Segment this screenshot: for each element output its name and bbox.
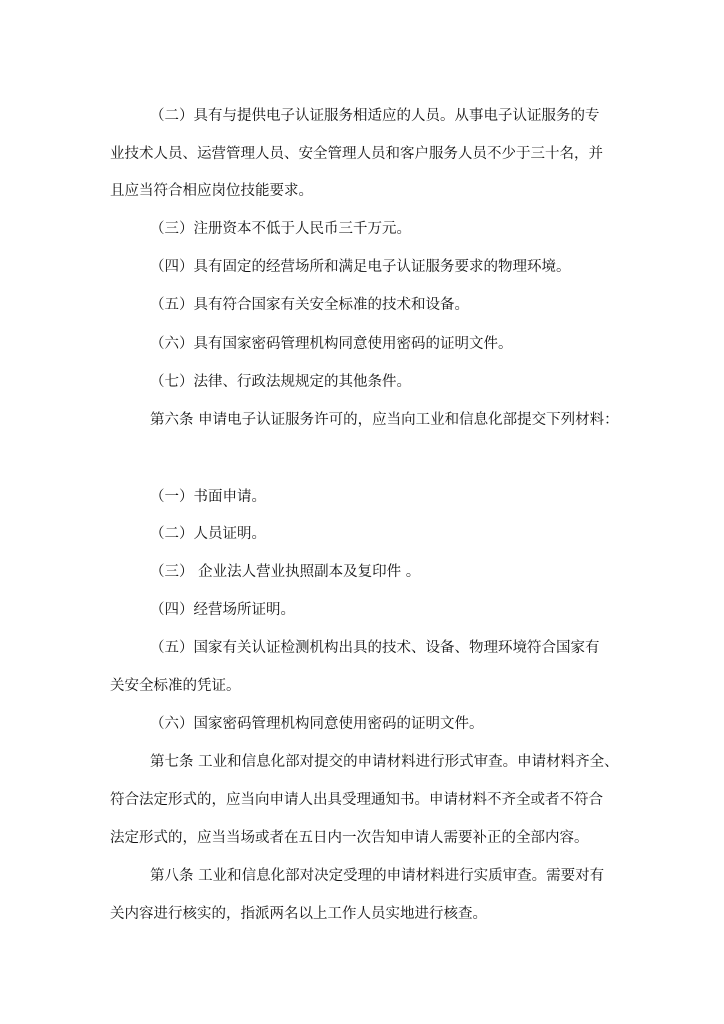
article-5-item-2-line-1: （二）具有与提供电子认证服务相适应的人员。从事电子认证服务的专 bbox=[150, 108, 600, 124]
article-5-item-6: （六）具有国家密码管理机构同意使用密码的证明文件。 bbox=[150, 336, 513, 352]
article-7-line-3: 法定形式的，应当当场或者在五日内一次告知申请人需要补正的全部内容。 bbox=[110, 830, 589, 846]
article-5-item-2-line-2: 业技术人员、运营管理人员、安全管理人员和客户服务人员不少于三十名，并 bbox=[110, 146, 603, 162]
article-6-heading: 第六条 申请电子认证服务许可的，应当向工业和信息化部提交下列材料： bbox=[150, 412, 619, 428]
article-6-item-1: （一）书面申请。 bbox=[150, 489, 266, 505]
article-6-item-3: （三） 企业法人营业执照副本及复印件 。 bbox=[150, 564, 421, 580]
article-5-item-3: （三）注册资本不低于人民币三千万元。 bbox=[150, 221, 411, 237]
article-6-item-2: （二）人员证明。 bbox=[150, 526, 266, 542]
article-5-item-4: （四）具有固定的经营场所和满足电子认证服务要求的物理环境。 bbox=[150, 259, 571, 275]
article-6-item-5-line-1: （五）国家有关认证检测机构出具的技术、设备、物理环境符合国家有 bbox=[150, 640, 600, 656]
article-6-item-5-line-2: 关安全标准的凭证。 bbox=[110, 678, 241, 694]
article-7-line-2: 符合法定形式的，应当向申请人出具受理通知书。申请材料不齐全或者不符合 bbox=[110, 792, 603, 808]
article-7-line-1: 第七条 工业和信息化部对提交的申请材料进行形式审查。申请材料齐全、 bbox=[150, 754, 619, 770]
article-8-line-2: 关内容进行核实的，指派两名以上工作人员实地进行核查。 bbox=[110, 906, 487, 922]
article-5-item-7: （七）法律、行政法规规定的其他条件。 bbox=[150, 374, 411, 390]
article-5-item-2-line-3: 且应当符合相应岗位技能要求。 bbox=[110, 183, 313, 199]
article-8-line-1: 第八条 工业和信息化部对决定受理的申请材料进行实质审查。需要对有 bbox=[150, 868, 605, 884]
article-6-item-6: （六）国家密码管理机构同意使用密码的证明文件。 bbox=[150, 716, 484, 732]
article-5-item-5: （五）具有符合国家有关安全标准的技术和设备。 bbox=[150, 297, 469, 313]
article-6-item-4: （四）经营场所证明。 bbox=[150, 602, 295, 618]
